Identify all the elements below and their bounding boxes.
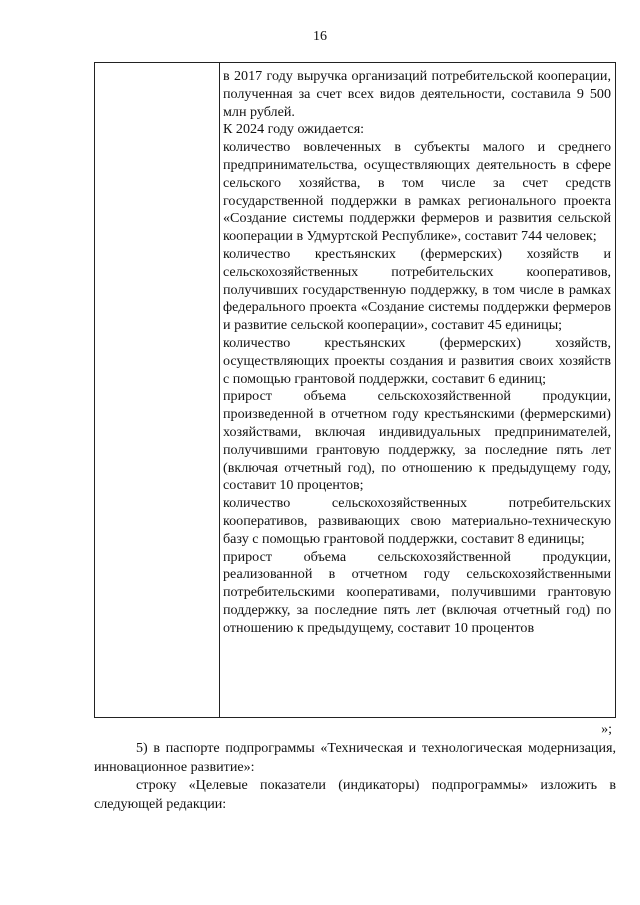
page-number: 16 (313, 29, 327, 44)
cell-paragraph: прирост объема сельскохозяйственной продукции, реализованной в отчетном году сельскохозяйственными потребительскими кооперативами, получившими грантовую поддержку, за последние пять лет (включая отчетный год) по отношению к предыдущему, составит 10 процентов (223, 548, 611, 636)
cell-paragraph: количество сельскохозяйственных потребительских кооперативов, развивающих свою материально-техническую базу с помощью грантовой поддержки, составит 8 единицы; (223, 495, 611, 547)
cell-paragraph: К 2024 году ожидается: (223, 121, 365, 138)
cell-paragraph: количество крестьянских (фермерских) хозяйств и сельскохозяйственных потребительских кооперативов, получивших государственную поддержку, в том числе в рамках федерального проекта «Создание системы поддержки фермеров и развитие сельской кооперации», составит 45 единицы; (223, 245, 611, 334)
indicator-cell (223, 68, 611, 638)
closing-quote-mark: »; (601, 722, 612, 737)
cell-paragraph: количество вовлеченных в субъекты малого и среднего предпринимательства, осуществляющих деятельность в сфере сельского хозяйства, в том числе за счет средств государственной поддержки в рамках регионального проекта «Создание системы поддержки фермеров и развития сельской кооперации в Удмуртской Республике», составит 744 человек; (223, 139, 611, 245)
cell-paragraph: прирост объема сельскохозяйственной продукции, произведенной в отчетном году крестьянскими (фермерскими) хозяйствами, включая индивидуальных предпринимателей, получившими грантовую поддержку, за последние пять лет (включая отчетный год), по отношению к предыдущему году, составит 10 процентов; (223, 388, 611, 494)
body-paragraph-amendment: 5) в паспорте подпрограммы «Техническая и технологическая модернизация, инновационное развитие»: (94, 740, 616, 775)
cell-paragraph: в 2017 году выручка организаций потребительской кооперации, полученная за счет всех видов деятельности, составила 9 500 млн рублей. (223, 68, 611, 120)
indicator-table (94, 62, 616, 718)
cell-paragraph: количество крестьянских (фермерских) хозяйств, осуществляющих проекты создания и развития своих хозяйств с помощью грантовой поддержки, составит 6 единиц; (223, 334, 611, 387)
column-divider (219, 63, 220, 717)
body-paragraph-instruction: строку «Целевые показатели (индикаторы) подпрограммы» изложить в следующей редакции: (94, 777, 616, 812)
